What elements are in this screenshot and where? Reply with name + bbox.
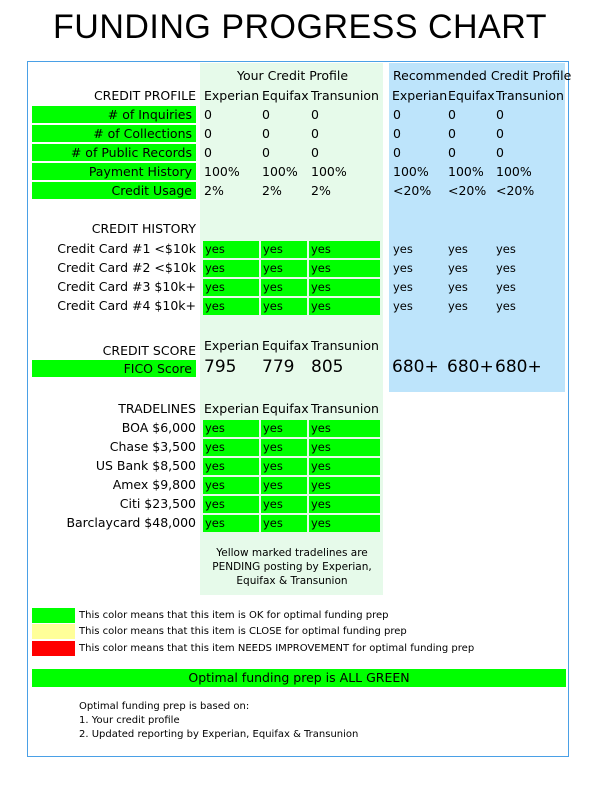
status-cell: yes [261, 515, 307, 532]
status-cell: yes [261, 439, 307, 456]
footer-intro: Optimal funding prep is based on: [79, 701, 250, 712]
tradeline-label: BOA $6,000 [121, 420, 196, 435]
rec-value: 0 [393, 145, 401, 160]
rec-value: 0 [448, 107, 456, 122]
status-cell: yes [309, 260, 380, 277]
rec-value: <20% [496, 183, 535, 198]
status-cell: yes [261, 298, 307, 315]
recommended-profile-header: Recommended Credit Profile [393, 68, 572, 83]
status-cell: yes [309, 241, 380, 258]
value: 0 [204, 126, 212, 141]
status-cell: yes [203, 260, 259, 277]
rec-value: yes [448, 280, 468, 294]
value: 0 [311, 126, 319, 141]
value: 100% [262, 164, 298, 179]
status-cell: yes [309, 496, 380, 513]
your-bureau-equifax: Equifax [262, 88, 309, 103]
rec-value: yes [496, 299, 516, 313]
rec-value: <20% [448, 183, 487, 198]
fico-score-target: 680+ [447, 357, 494, 377]
footer-item: 1. Your credit profile [79, 715, 180, 726]
row-label-public-records: # of Public Records [32, 144, 196, 161]
rec-value: yes [448, 299, 468, 313]
status-cell: yes [261, 458, 307, 475]
tradelines-bureau-transunion: Transunion [311, 401, 379, 416]
rec-value: 0 [496, 107, 504, 122]
rec-value: yes [496, 280, 516, 294]
value: 2% [262, 183, 282, 198]
value: 100% [311, 164, 347, 179]
status-cell: yes [261, 477, 307, 494]
fico-score-value: 779 [262, 357, 295, 377]
value: 0 [262, 107, 270, 122]
status-cell: yes [203, 458, 259, 475]
rec-value: yes [496, 242, 516, 256]
status-cell: yes [203, 439, 259, 456]
tradeline-label: Barclaycard $48,000 [66, 515, 196, 530]
rec-value: 0 [393, 107, 401, 122]
row-label-cc2: Credit Card #2 <$10k [57, 260, 196, 275]
pending-note: Yellow marked tradelines are PENDING posting by Experian, Equifax & Transunion [212, 547, 372, 587]
all-green-banner: Optimal funding prep is ALL GREEN [32, 669, 566, 687]
status-cell: yes [203, 279, 259, 296]
status-cell: yes [203, 515, 259, 532]
status-cell: yes [261, 279, 307, 296]
status-cell: yes [261, 260, 307, 277]
legend-swatch-ok [32, 608, 75, 623]
rec-value: yes [393, 261, 413, 275]
legend-swatch-needs-improvement [32, 641, 75, 656]
row-label-cc4: Credit Card #4 $10k+ [57, 298, 196, 313]
value: 0 [311, 145, 319, 160]
value: 100% [204, 164, 240, 179]
status-cell: yes [203, 496, 259, 513]
status-cell: yes [203, 241, 259, 258]
value: 0 [262, 145, 270, 160]
status-cell: yes [203, 477, 259, 494]
fico-score-target: 680+ [495, 357, 542, 377]
rec-value: 100% [393, 164, 429, 179]
tradelines-bureau-equifax: Equifax [262, 401, 309, 416]
row-label-inquiries: # of Inquiries [32, 106, 196, 123]
your-bureau-transunion: Transunion [311, 88, 379, 103]
legend-text-ok: This color means that this item is OK for optimal funding prep [79, 610, 389, 621]
credit-history-heading: CREDIT HISTORY [91, 221, 196, 236]
credit-score-heading: CREDIT SCORE [102, 343, 196, 358]
status-cell: yes [203, 298, 259, 315]
status-cell: yes [309, 298, 380, 315]
page-title: FUNDING PROGRESS CHART [53, 8, 547, 46]
value: 2% [311, 183, 331, 198]
rec-value: <20% [393, 183, 432, 198]
status-cell: yes [309, 515, 380, 532]
status-cell: yes [309, 458, 380, 475]
fico-score-value: 805 [311, 357, 344, 377]
value: 0 [204, 145, 212, 160]
tradelines-bureau-experian: Experian [204, 401, 260, 416]
rec-value: 0 [496, 126, 504, 141]
row-label-credit-usage: Credit Usage [32, 182, 196, 199]
status-cell: yes [261, 241, 307, 258]
row-label-cc3: Credit Card #3 $10k+ [57, 279, 196, 294]
value: 0 [311, 107, 319, 122]
rec-value: 0 [448, 126, 456, 141]
row-label-fico-score: FICO Score [32, 360, 196, 377]
score-bureau-experian: Experian [204, 338, 260, 353]
your-bureau-experian: Experian [204, 88, 260, 103]
rec-value: yes [448, 261, 468, 275]
rec-value: 100% [448, 164, 484, 179]
value: 0 [262, 126, 270, 141]
rec-bureau-equifax: Equifax [448, 88, 495, 103]
fico-score-value: 795 [204, 357, 237, 377]
rec-value: yes [393, 299, 413, 313]
rec-bureau-experian: Experian [392, 88, 448, 103]
tradeline-label: US Bank $8,500 [95, 458, 196, 473]
status-cell: yes [309, 279, 380, 296]
status-cell: yes [309, 477, 380, 494]
status-cell: yes [261, 420, 307, 437]
score-bureau-equifax: Equifax [262, 338, 309, 353]
status-cell: yes [203, 420, 259, 437]
rec-value: 0 [393, 126, 401, 141]
row-label-cc1: Credit Card #1 <$10k [57, 241, 196, 256]
rec-value: 100% [496, 164, 532, 179]
score-bureau-transunion: Transunion [311, 338, 379, 353]
value: 2% [204, 183, 224, 198]
rec-value: yes [393, 242, 413, 256]
legend-swatch-close [32, 624, 75, 639]
tradelines-heading: TRADELINES [118, 401, 196, 416]
status-cell: yes [261, 496, 307, 513]
rec-value: yes [393, 280, 413, 294]
tradeline-label: Chase $3,500 [109, 439, 196, 454]
legend-text-needs-improvement: This color means that this item NEEDS IMPROVEMENT for optimal funding prep [79, 643, 475, 654]
rec-bureau-transunion: Transunion [496, 88, 564, 103]
credit-profile-heading: CREDIT PROFILE [93, 88, 196, 103]
footer-item: 2. Updated reporting by Experian, Equifax & Transunion [79, 729, 359, 740]
rec-value: 0 [448, 145, 456, 160]
row-label-payment-history: Payment History [32, 163, 196, 180]
fico-score-target: 680+ [392, 357, 439, 377]
rec-value: yes [448, 242, 468, 256]
row-label-collections: # of Collections [32, 125, 196, 142]
status-cell: yes [309, 439, 380, 456]
your-profile-header: Your Credit Profile [237, 68, 349, 83]
tradeline-label: Citi $23,500 [119, 496, 196, 511]
rec-value: yes [496, 261, 516, 275]
tradeline-label: Amex $9,800 [112, 477, 196, 492]
recommended-profile-column [389, 63, 565, 392]
legend-text-close: This color means that this item is CLOSE for optimal funding prep [79, 626, 407, 637]
value: 0 [204, 107, 212, 122]
status-cell: yes [309, 420, 380, 437]
rec-value: 0 [496, 145, 504, 160]
